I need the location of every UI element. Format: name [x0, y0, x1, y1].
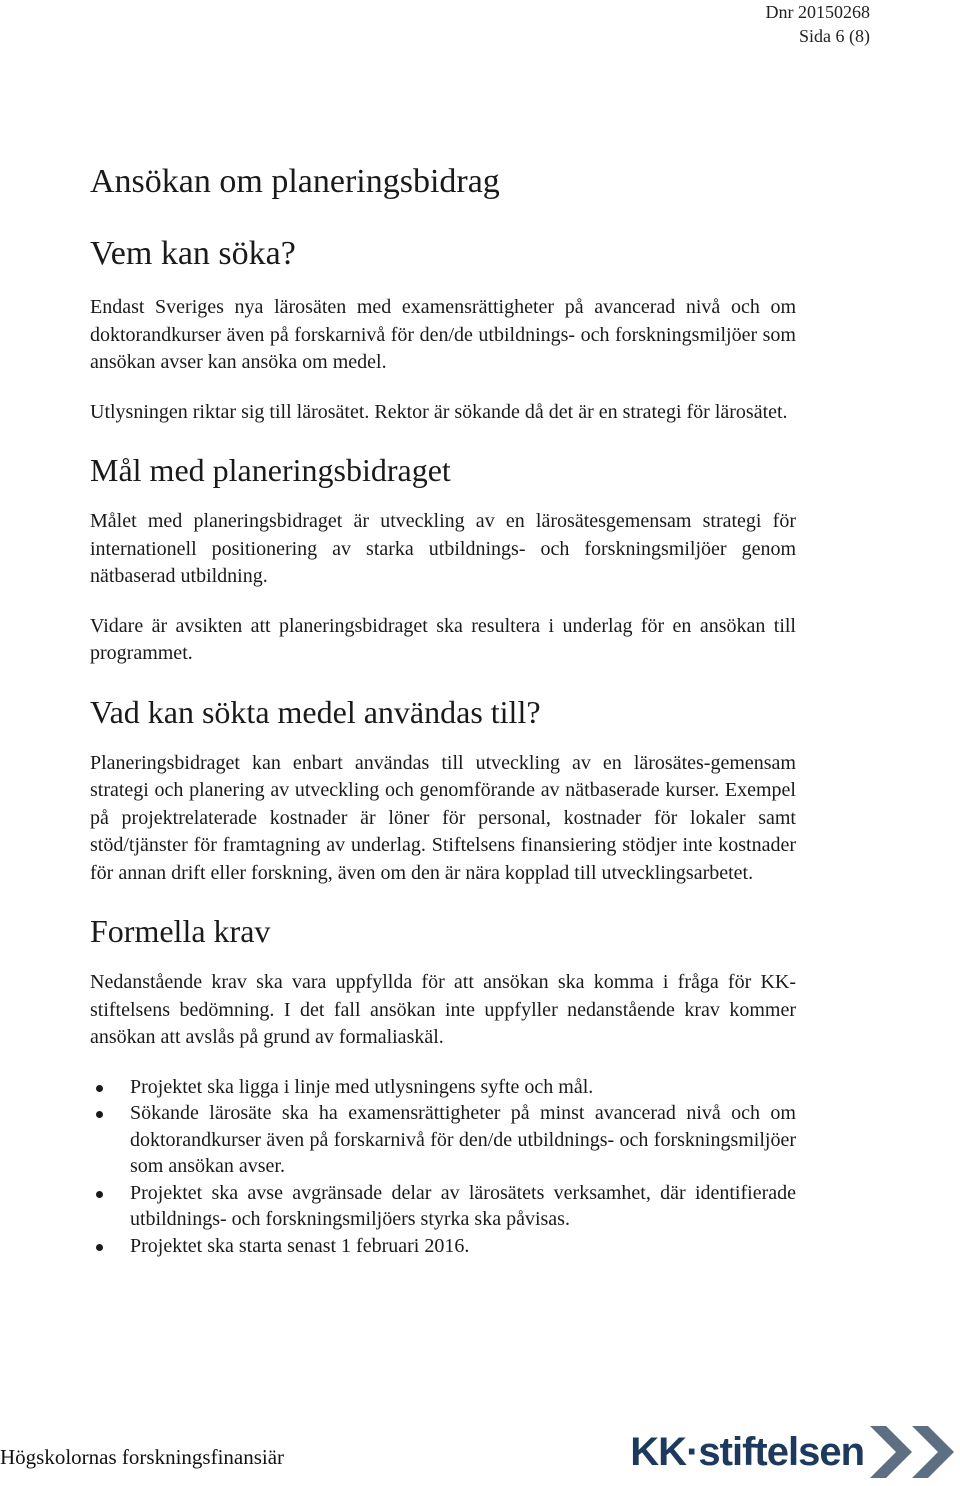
list-item: Sökande lärosäte ska ha examensrättigheter på minst avancerad nivå och om doktorandkurser även på forskarnivå för den/de utbildnings- och forskningsmiljöer som ansökan avser.	[90, 1100, 796, 1180]
heading-use: Vad kan sökta medel användas till?	[90, 693, 541, 730]
paragraph-formal-1: Nedanstående krav ska vara uppfyllda för att ansökan ska komma i fråga för KK-stiftelsens bedömning. I det fall ansökan inte uppfyller nedanstående krav kommer ansökan att avslås på grund av formaliaskäl.	[90, 971, 796, 1048]
list-item: Projektet ska ligga i linje med utlysningens syfte och mål.	[90, 1074, 796, 1101]
paragraph-who-1: Endast Sveriges nya lärosäten med examensrättigheter på avancerad nivå och om doktorandkurser även på forskarnivå för den/de utbildnings- och forskningsmiljöer som ansökan avser kan ansöka om medel.	[90, 296, 796, 373]
document-body	[90, 150, 796, 1259]
list-item: Projektet ska starta senast 1 februari 2016.	[90, 1233, 796, 1260]
page-number: Sida 6 (8)	[799, 26, 870, 46]
document-reference	[766, 0, 871, 48]
paragraph-who-2: Utlysningen riktar sig till lärosätet. Rektor är sökande då det är en strategi för lärosätet.	[90, 400, 788, 423]
page-title: Ansökan om planeringsbidrag	[90, 163, 500, 200]
requirements-list	[90, 1074, 796, 1260]
kk-stiftelsen-logo	[630, 1422, 960, 1482]
logo-wordmark: KK·stiftelsen	[630, 1429, 864, 1474]
paragraph-goal-1: Målet med planeringsbidraget är utveckling av en lärosätesgemensam strategi för internationell positionering av starka utbildnings- och forskningsmiljöer genom nätbaserad utbildning.	[90, 510, 796, 587]
dnr-number: Dnr 20150268	[765, 2, 870, 22]
heading-goal: Mål med planeringsbidraget	[90, 452, 451, 488]
heading-formal: Formella krav	[90, 913, 271, 949]
double-chevron-icon	[868, 1422, 960, 1482]
paragraph-goal-2: Vidare är avsikten att planeringsbidraget ska resultera i underlag för en ansökan till programmet.	[90, 614, 796, 664]
heading-who: Vem kan söka?	[90, 235, 296, 272]
footer-tagline: Högskolornas forskningsfinansiär	[0, 1445, 285, 1469]
list-item: Projektet ska avse avgränsade delar av lärosätets verksamhet, där identifierade utbildnings- och forskningsmiljöers styrka ska påvisas.	[90, 1180, 796, 1233]
paragraph-use-1: Planeringsbidraget kan enbart användas till utveckling av en lärosätes-gemensam strategi och planering av utveckling och genomförande av nätbaserade kurser. Exempel på projektrelaterade kostnader är löner för personal, kostnader för lokaler samt stöd/tjänster för framtagning av underlag. Stiftelsens finansiering stödjer inte kostnader för annan drift eller forskning, även om den är nära kopplad till utvecklingsarbetet.	[90, 751, 796, 884]
